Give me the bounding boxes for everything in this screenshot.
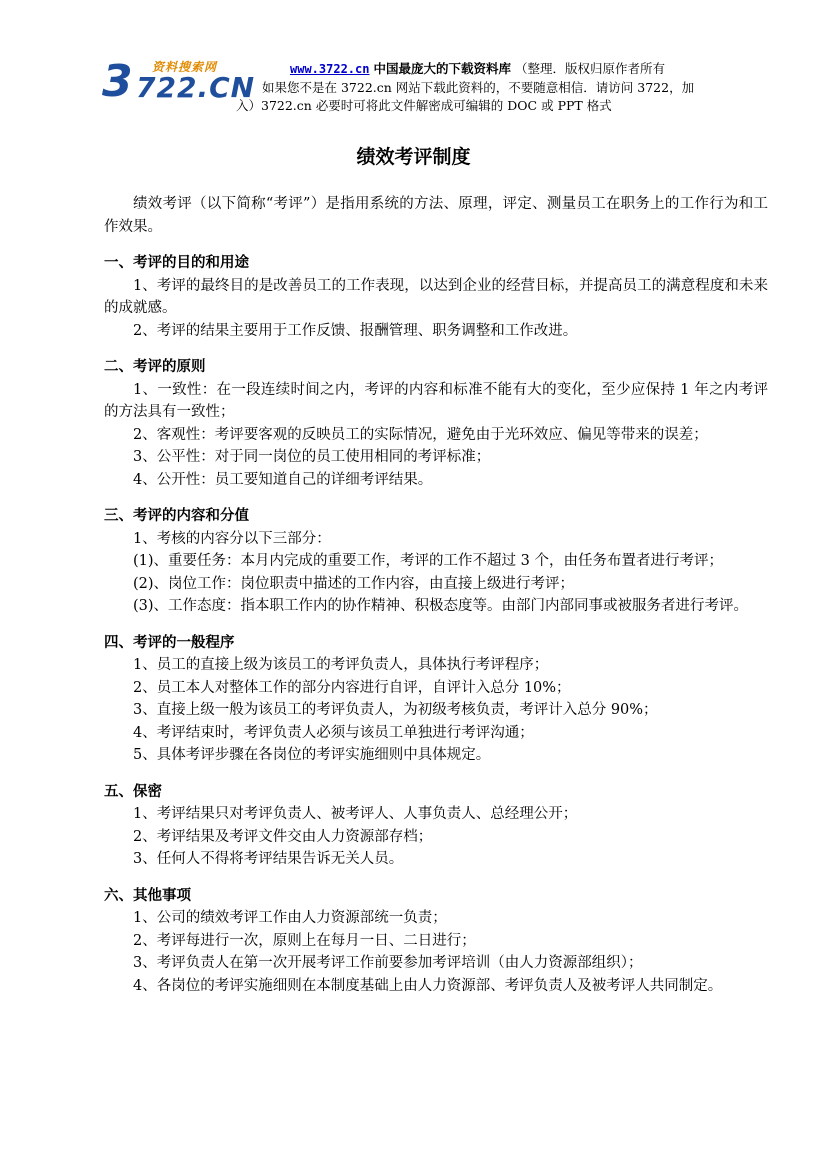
section-heading: 一、考评的目的和用途 (104, 255, 249, 271)
intro-paragraph: 绩效考评（以下简称“考评”）是指用系统的方法、原理，评定、测量员工在职务上的工作行为和工作效果。 (104, 196, 768, 235)
site-url-link[interactable]: www.3722.cn (290, 62, 370, 76)
document-body (104, 193, 768, 997)
section-item: 1、公司的绩效考评工作由人力资源部统一负责； (133, 910, 447, 926)
section-gap (104, 238, 768, 252)
section-heading: 四、考评的一般程序 (104, 634, 235, 651)
section-gap (104, 871, 768, 885)
section-item: 4、各岗位的考评实施细则在本制度基础上由人力资源部、考评负责人及被考评人共同制定。 (133, 977, 723, 994)
section-heading: 三、考评的内容和分值 (104, 508, 249, 524)
section-item: (2)、岗位工作：岗位职责中描述的工作内容，由直接上级进行考评； (133, 575, 575, 592)
section-item: 1、考评的最终目的是改善员工的工作表现，以达到企业的经营目标，并提高员工的满意程度和未来的成就感。 (104, 277, 768, 316)
section-heading: 五、保密 (104, 783, 162, 800)
site-slogan: 中国最庞大的下载资料库 (373, 61, 511, 76)
section-gap (104, 618, 768, 632)
section-item: 1、考评结果只对考评负责人、被考评人、人事负责人、总经理公开； (133, 806, 578, 822)
section-item: 3、公平性：对于同一岗位的员工使用相同的考评标准； (133, 449, 491, 465)
section-item: 2、考评结果及考评文件交由人力资源部存档； (133, 828, 433, 845)
document-title: 绩效考评制度 (356, 146, 471, 168)
section-item: 2、考评的结果主要用于工作反馈、报酬管理、职务调整和工作改进。 (133, 322, 578, 339)
header-line-1-tail: （整理．版权归原作者所有 (514, 61, 665, 76)
header-line-1 (290, 60, 665, 78)
section-item: (1)、重要任务：本月内完成的重要工作，考评的工作不超过 3 个，由任务布置者进行考评； (133, 553, 723, 569)
section-item: 2、客观性：考评要客观的反映员工的实际情况，避免由于光环效应、偏见等带来的误差； (133, 426, 708, 443)
section-gap (104, 342, 768, 356)
section-item: 2、考评每进行一次，原则上在每月一日、二日进行； (133, 932, 476, 949)
header-line-2: 如果您不是在 3722.cn 网站下载此资料的，不要随意相信．请访问 3722，加 (262, 80, 695, 95)
logo-digit: 3 (102, 56, 133, 107)
section-item: 2、员工本人对整体工作的部分内容进行自评，自评计入总分 10%； (133, 679, 571, 696)
section-item: 3、任何人不得将考评结果告诉无关人员。 (133, 851, 404, 867)
section-item: 1、一致性：在一段连续时间之内，考评的内容和标准不能有大的变化，至少应保持 1 年之内考评的方法具有一致性； (104, 381, 768, 420)
section-item: 1、考核的内容分以下三部分： (133, 530, 331, 547)
section-item: 4、考评结束时，考评负责人必须与该员工单独进行考评沟通； (133, 724, 534, 741)
logo-text: 722.CN (136, 71, 256, 104)
section-item: 5、具体考评步骤在各岗位的考评实施细则中具体规定。 (133, 747, 491, 763)
section-heading: 二、考评的原则 (104, 359, 206, 375)
section-item: 1、员工的直接上级为该员工的考评负责人，具体执行考评程序； (133, 657, 549, 673)
sections-container (104, 238, 768, 997)
section-item: 3、考评负责人在第一次开展考评工作前要参加考评培训（由人力资源部组织）； (133, 955, 643, 971)
section-gap (104, 767, 768, 781)
section-item: (3)、工作态度：指本职工作内的协作精神、积极态度等。由部门内部同事或被服务者进行考评。 (133, 598, 749, 614)
section-heading: 六、其他事项 (104, 887, 191, 904)
header-line-3: 入）3722.cn 必要时可将此文件解密成可编辑的 DOC 或 PPT 格式 (236, 98, 612, 113)
section-item: 4、公开性：员工要知道自己的详细考评结果。 (133, 471, 433, 488)
section-item: 3、直接上级一般为该员工的考评负责人，为初级考核负责，考评计入总分 90%； (133, 702, 658, 718)
logo-tagline: 资料搜索网 (152, 60, 218, 74)
section-gap (104, 491, 768, 505)
